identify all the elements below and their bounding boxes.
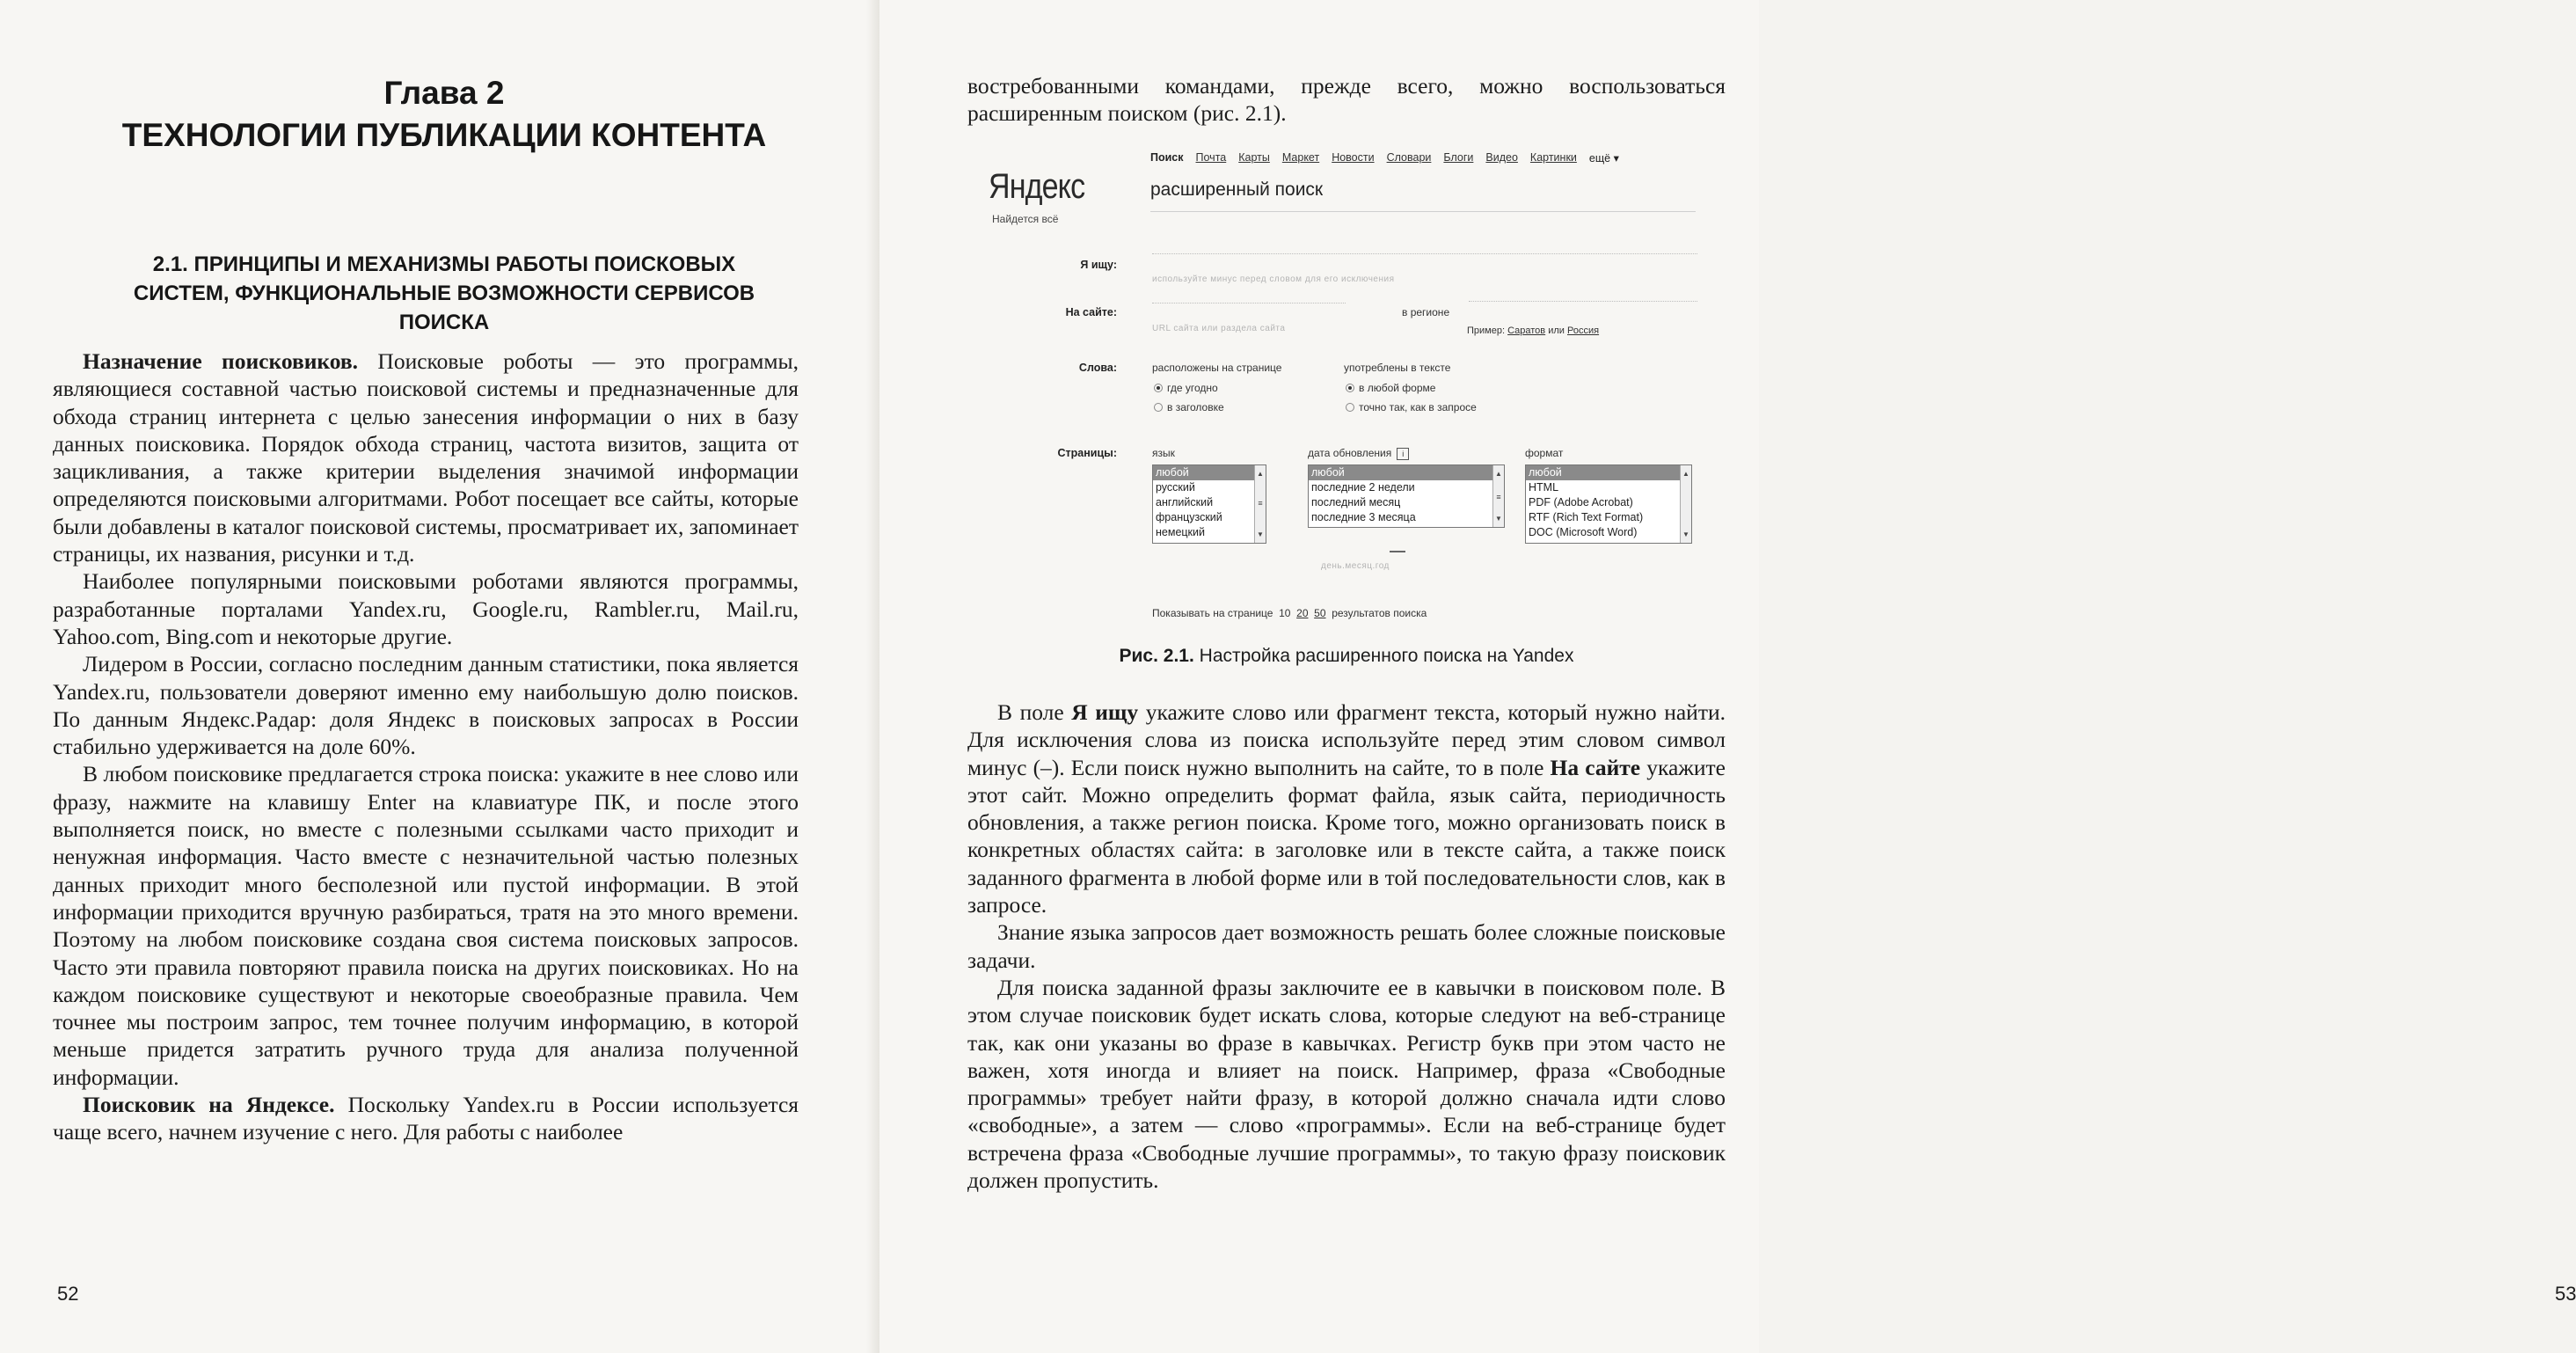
radio-any-form[interactable] — [1346, 382, 1435, 394]
listbox-scrollbar[interactable] — [1680, 465, 1691, 543]
list-option[interactable]: RTF (Rich Text Format) — [1529, 511, 1644, 523]
field-name-emphasis: На сайте — [1550, 754, 1641, 780]
paragraph — [53, 650, 799, 760]
info-icon[interactable]: i — [1397, 448, 1409, 460]
list-option[interactable]: последние 3 месяца — [1311, 511, 1416, 523]
list-option[interactable]: русский — [1156, 481, 1195, 494]
example-prefix: Пример: — [1467, 325, 1506, 336]
scroll-down-icon[interactable]: ▼ — [1682, 530, 1689, 538]
results-option-50[interactable]: 50 — [1314, 607, 1326, 619]
page-number-right: 53 — [2555, 1283, 2576, 1305]
figure-caption — [967, 646, 1726, 667]
format-listbox[interactable] — [1525, 464, 1692, 544]
words-located-label: расположены на странице — [1152, 362, 1282, 374]
list-option[interactable]: HTML — [1529, 481, 1559, 494]
paragraph-text: В любом поисковике предлагается строка поиска: укажите в нее слово или фразу, нажмите на клавишу Enter на клавиатуре ПК, и после этого выполняется поиск, но вместе с полезными ссылками часто приходит и ненужная информация. Часто вместе с незначительной частью полезных данных приходит много бесполезной или пустой информации. В этой информации приходится вручную разбираться, тратя на это много времени. Поэтому на любом поисковике создана своя система поисковых запросов. Часто эти правила повторяют правила поиска на других поисковиках. Но на каждом поисковике существуют и некоторые своеобразные правила. Чем точнее мы построим запрос, тем точнее получим информацию, в которой меньше придется затратить ручного труда для анализа полученной информации. — [53, 761, 799, 1090]
paragraph-text: Поскольку Yandex.ru в России используется чаще всего, начнем изучение с него. Для работы с наиболее — [53, 1092, 799, 1145]
paragraph: востребованными командами, прежде всего, можно воспользоваться расширенным поиском (рис. 2.1). — [967, 73, 1726, 127]
paragraph — [53, 347, 799, 567]
chapter-heading — [53, 72, 836, 157]
left-body-text — [53, 347, 799, 1146]
results-option-10[interactable]: 10 — [1279, 607, 1291, 619]
results-per-page — [1152, 607, 1427, 619]
format-label: формат — [1525, 447, 1564, 459]
site-hint: URL сайта или раздела сайта — [1152, 324, 1286, 333]
list-option[interactable]: DOC (Microsoft Word) — [1529, 526, 1638, 538]
example-or: или — [1548, 325, 1565, 336]
list-option[interactable]: последний месяц — [1311, 496, 1401, 508]
list-option[interactable]: немецкий — [1156, 526, 1205, 538]
scroll-down-icon[interactable]: ▼ — [1495, 515, 1502, 523]
scroll-down-icon[interactable]: ▼ — [1257, 530, 1264, 538]
update-date-text: дата обновления — [1308, 447, 1392, 459]
region-label: в регионе — [1402, 306, 1450, 318]
update-date-label — [1308, 447, 1409, 460]
radio-label: в заголовке — [1167, 401, 1224, 413]
radio-label: где угодно — [1167, 382, 1218, 394]
right-body-text — [967, 698, 1726, 1194]
section-title: 2.1. ПРИНЦИПЫ И МЕХАНИЗМЫ РАБОТЫ ПОИСКОВЫХ СИСТЕМ, ФУНКЦИОНАЛЬНЫЕ ВОЗМОЖНОСТИ СЕРВИСОВ ПОИСКА — [133, 252, 755, 334]
nav-link-market[interactable]: Маркет — [1281, 151, 1320, 164]
results-option-20[interactable]: 20 — [1296, 607, 1309, 619]
paragraph-text: Лидером в России, согласно последним данным статистики, пока является Yandex.ru, пользователи доверяют именно ему наибольшую долю поисков. По данным Яндекс.Радар: доля Яндекс в поисковых запросах в России стабильно удерживается на доле 60%. — [53, 651, 799, 760]
search-query-hint: используйте минус перед словом для его исключения — [1152, 274, 1395, 284]
words-used-label: употреблены в тексте — [1344, 362, 1451, 374]
pages-label: Страницы: — [1057, 447, 1117, 459]
paragraph — [53, 567, 799, 650]
paragraph-text: укажите этот сайт. Можно определить формат файла, язык сайта, периодичность обновления, а также регион поиска. Кроме того, можно организовать поиск в конкретных областях сайта: в заголовке или в тексте сайта, а также поиск заданного фрагмента в любой форме или в той последовательности слов, как в запросе. — [967, 754, 1726, 918]
paragraph — [53, 1091, 799, 1146]
scroll-grip-icon[interactable]: ≡ — [1496, 493, 1501, 501]
paragraph — [967, 698, 1726, 918]
page-number-left: 52 — [57, 1283, 79, 1305]
paragraph-text: Поисковые роботы — это программы, являющиеся составной частью поисковой системы и предназначенные для обхода страниц интернета с целью занесения информации о них в базу данных поисковика. Порядок обхода страниц, частота визитов, защита от зацикливания, а также критерии выделения значимой информации определяются поисковыми алгоритмами. Робот посещает все сайты, которые были добавлены в каталог поисковой системы, просматривает их, запоминает страницы, их названия, рисунки и т.д. — [53, 348, 799, 567]
paragraph-text: Наиболее популярными поисковыми роботами являются программы, разработанные порталами Yandex.ru, Google.ru, Rambler.ru, Mail.ru, Yahoo.com, Bing.com и некоторые другие. — [53, 568, 799, 649]
nav-more-link[interactable]: ещё ▾ — [1588, 152, 1619, 165]
site-input[interactable] — [1152, 303, 1346, 304]
caption-label: Рис. 2.1. — [1119, 646, 1194, 666]
paragraph — [53, 760, 799, 1091]
nav-link-video[interactable]: Видео — [1485, 151, 1518, 164]
field-name-emphasis: Я ищу — [1071, 699, 1139, 725]
list-option[interactable]: любой — [1526, 465, 1691, 480]
radio-anywhere[interactable] — [1154, 382, 1218, 394]
nav-link-dictionaries[interactable]: Словари — [1386, 151, 1432, 164]
radio-empty-icon — [1154, 403, 1163, 412]
date-format-hint: день.месяц.год — [1321, 561, 1390, 571]
list-option[interactable]: французский — [1156, 511, 1222, 523]
paragraph-text: Для поиска заданной фразы заключите ее в кавычки в поисковом поле. В этом случае поисковик будет искать слова, которые следуют на веб-странице так, как они указаны во фразе в кавычках. Регистр букв при этом часто не важен, хотя иногда и влияет на поиск. Например, фраза «Свободные программы» требует найти фразу, в которой должно сначала идти слово «свободные», а затем — слово «программы». Если на веб-странице будет встречена фраза «Свободные лучшие программы», то такую фразу поисковик должен пропустить. — [967, 974, 1726, 1194]
nav-link-images[interactable]: Картинки — [1529, 151, 1577, 164]
paragraph-text: Знание языка запросов дает возможность решать более сложные поисковые задачи. — [967, 919, 1726, 973]
list-option[interactable]: любой — [1309, 465, 1504, 480]
paragraph-text: В поле — [997, 699, 1072, 725]
listbox-scrollbar[interactable] — [1492, 465, 1504, 527]
list-option[interactable]: любой — [1153, 465, 1266, 480]
radio-label: в любой форме — [1359, 382, 1436, 394]
left-page — [0, 0, 871, 1353]
yandex-advanced-search-figure — [976, 148, 1724, 623]
right-intro-text — [967, 72, 1726, 128]
search-query-label: Я ищу: — [1080, 259, 1117, 271]
paragraph — [967, 918, 1726, 974]
search-query-input[interactable] — [1152, 253, 1697, 254]
radio-selected-icon — [1346, 384, 1354, 392]
run-in-heading: Поисковик на Яндексе. — [83, 1092, 335, 1118]
yandex-tagline: Найдется всё — [992, 213, 1059, 225]
title-divider — [1150, 211, 1696, 212]
scroll-grip-icon[interactable]: ≡ — [1258, 499, 1263, 508]
results-per-page-prefix: Показывать на странице — [1152, 607, 1273, 619]
radio-empty-icon — [1346, 403, 1354, 412]
radio-exact[interactable] — [1346, 401, 1477, 413]
run-in-heading: Назначение поисковиков. — [83, 348, 359, 374]
scroll-up-icon[interactable]: ▲ — [1682, 470, 1689, 478]
region-input[interactable] — [1469, 301, 1697, 302]
list-option[interactable]: английский — [1156, 496, 1214, 508]
date-range-dash — [1390, 551, 1405, 552]
nav-item-search: Поиск — [1150, 151, 1184, 164]
words-label: Слова: — [1078, 362, 1117, 374]
list-option[interactable]: PDF (Adobe Acrobat) — [1529, 496, 1633, 508]
nav-link-blogs[interactable]: Блоги — [1443, 151, 1474, 164]
paragraph — [967, 974, 1726, 1194]
nav-link-news[interactable]: Новости — [1332, 151, 1375, 164]
caption-text: Настройка расширенного поиска на Yandex — [1193, 646, 1574, 666]
example-link-saratov[interactable]: Саратов — [1507, 325, 1546, 336]
example-link-russia[interactable]: Россия — [1567, 325, 1600, 336]
nav-link-maps[interactable]: Карты — [1238, 151, 1270, 164]
nav-link-mail[interactable]: Почта — [1195, 151, 1227, 164]
region-example — [1467, 325, 1599, 336]
radio-label: точно так, как в запросе — [1359, 401, 1477, 413]
right-page — [879, 0, 2576, 1353]
chapter-title: ТЕХНОЛОГИИ ПУБЛИКАЦИИ КОНТЕНТА — [121, 117, 767, 153]
results-per-page-suffix: результатов поиска — [1332, 607, 1427, 619]
chapter-number: Глава 2 — [383, 75, 505, 111]
radio-in-title[interactable] — [1154, 401, 1224, 413]
scroll-up-icon[interactable]: ▲ — [1495, 470, 1502, 478]
scroll-up-icon[interactable]: ▲ — [1257, 470, 1264, 478]
paragraph-text: укажите слово или фрагмент текста, который нужно найти. Для исключения слова из поиска используйте перед этим словом символ минус (–). Если поиск нужно выполнить на сайте, то в поле — [967, 699, 1726, 780]
update-date-listbox[interactable] — [1308, 464, 1505, 528]
search-page-title: расширенный поиск — [1150, 179, 1324, 200]
yandex-nav — [1150, 151, 1619, 165]
listbox-scrollbar[interactable] — [1254, 465, 1266, 543]
site-label: На сайте: — [1065, 306, 1117, 318]
language-label: язык — [1152, 447, 1175, 459]
radio-selected-icon — [1154, 384, 1163, 392]
language-listbox[interactable] — [1152, 464, 1266, 544]
yandex-logo: Яндекс — [989, 167, 1085, 206]
list-option[interactable]: последние 2 недели — [1311, 481, 1415, 494]
